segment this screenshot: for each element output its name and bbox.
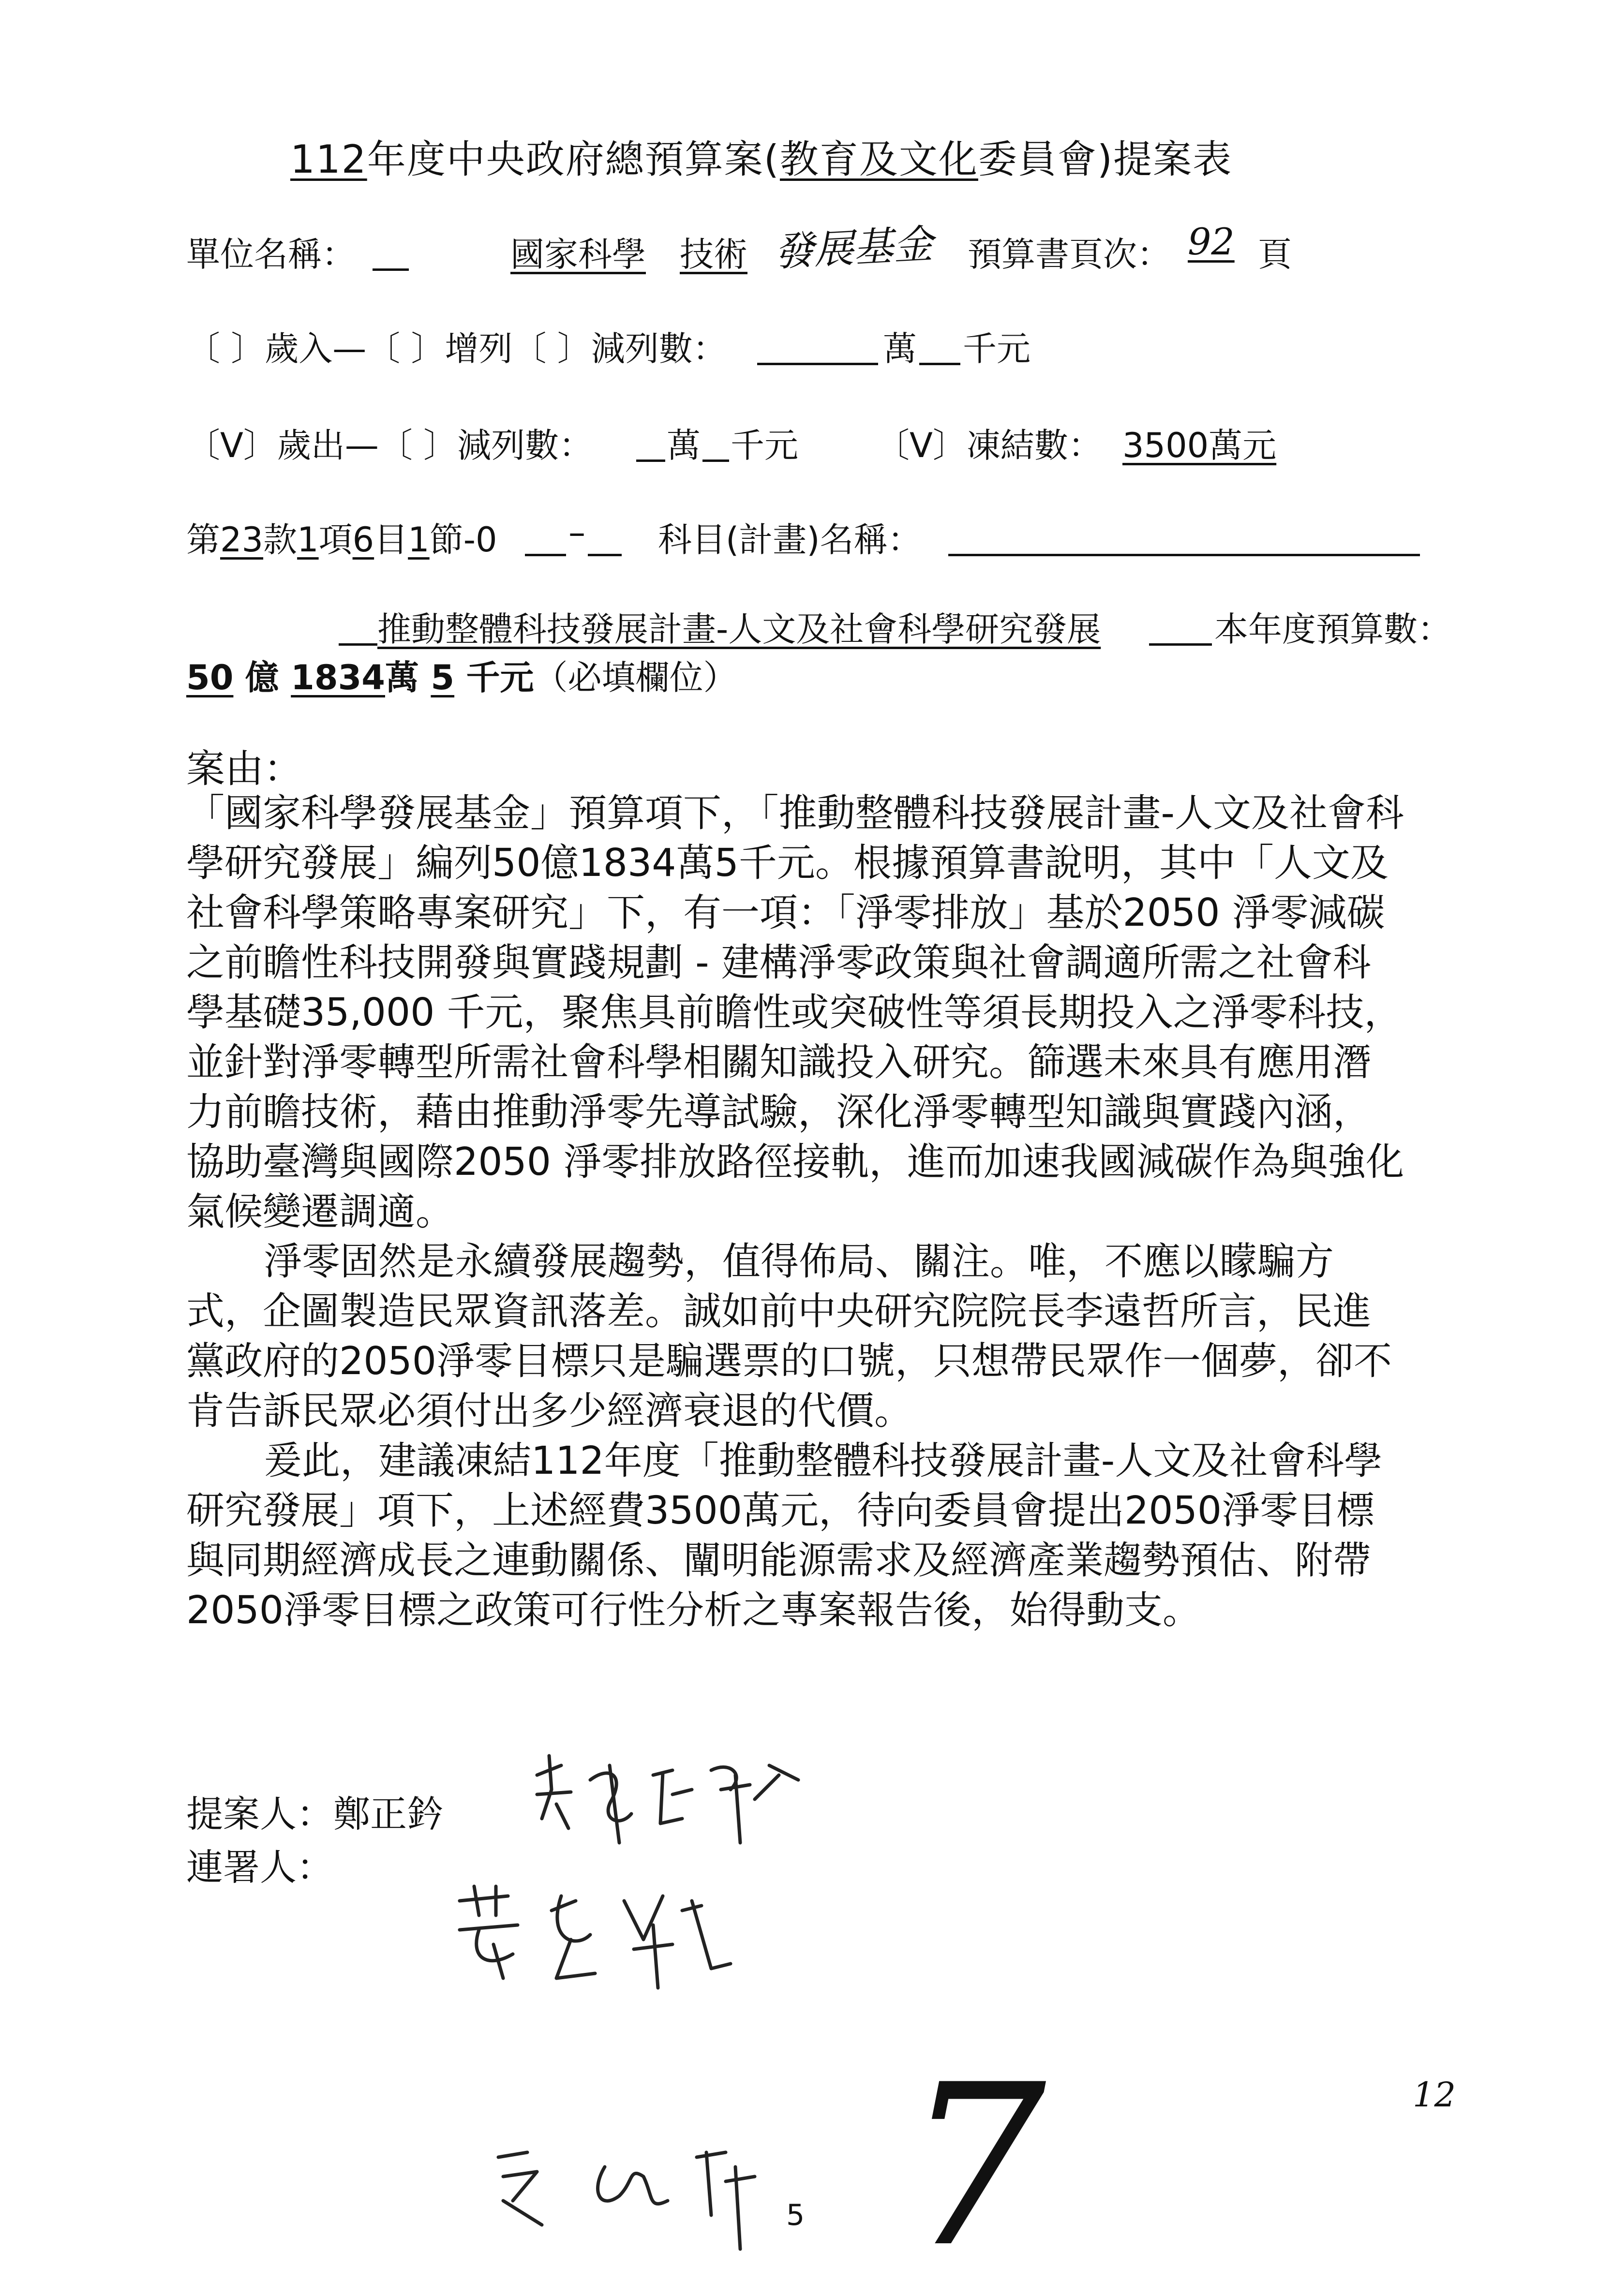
item-xiang: 1: [297, 520, 319, 560]
revenue-label: 歲入—: [265, 329, 367, 369]
plan-lead-line: [339, 643, 377, 646]
revenue-decrease-checkbox: 〔 〕: [512, 329, 591, 369]
reason-paragraph-3: 爰此，建議凍結112年度「推動整體科技發展計畫-人文及社會科學研究發展」項下，上述經費3500萬元，待向委員會提出2050淨零目標與同期經濟成長之連動關係、闡明能源需求及經濟產業趨勢預估、附帶2050淨零目標之政策可行性分析之專案報告後，始得動支。: [186, 1438, 1383, 1632]
freeze-checkbox: 〔V〕: [876, 426, 967, 465]
proposer-signature: [527, 1746, 837, 1857]
unit-name-part2: 技術: [680, 235, 747, 274]
reason-paragraph-2: 淨零固然是永續發展趨勢，值得佈局、關注。唯，不應以矇騙方式，企圖製造民眾資訊落差。誠如前中央研究院院長李遠哲所言，民進黨政府的2050淨零目標只是騙選票的口號，只想帶民眾作一個夢，卻不肯告訴民眾必須付出多少經濟衰退的代價。: [186, 1239, 1392, 1433]
item-kuan-label: 款: [263, 520, 298, 560]
freeze-label: 凍結數：: [966, 426, 1102, 465]
subject-label: 科目(計畫)名稱：: [658, 520, 922, 560]
title-year: 112: [290, 137, 367, 182]
revenue-increase-checkbox: 〔 〕: [366, 329, 445, 369]
proposer-row: [186, 1785, 444, 1837]
plan-name: 推動整體科技發展計畫-人文及社會科學研究發展: [377, 609, 1101, 649]
page-ref-suffix: 頁: [1258, 235, 1292, 274]
unit-label: 單位名稱：: [186, 235, 356, 274]
revenue-wan-blank: [757, 363, 878, 365]
reason-heading: 案由：: [186, 746, 302, 791]
item-mu: 6: [352, 520, 374, 560]
item-di: 第: [186, 520, 220, 560]
plan-budget-amount: [186, 651, 737, 699]
expenditure-checkbox: 〔V〕: [186, 426, 277, 465]
page-ref-value: 92: [1188, 220, 1235, 263]
page-number: 5: [786, 2198, 805, 2232]
plan-trail-line: [1149, 643, 1212, 646]
title-paren: (: [763, 137, 780, 182]
expenditure-wan: 萬: [667, 426, 701, 465]
cosigner-signature-2: [484, 2138, 813, 2254]
title-post: 委員會)提案表: [978, 137, 1233, 182]
revenue-wan: 萬: [883, 329, 917, 369]
item-blank-2: [588, 554, 622, 556]
margin-number: 12: [1413, 2075, 1456, 2115]
plan-budget-qian: 5: [431, 658, 455, 697]
revenue-increase: 增列: [445, 329, 513, 369]
reason-paragraph-1: 「國家科學發展基金」預算項下，「推動整體科技發展計畫-人文及社會科學研究發展」編列50億1834萬5千元。根據預算書說明，其中「人文及社會科學策略專案研究」下，有一項：「淨零排放」基於2050 淨零減碳之前瞻性科技開發與實踐規劃 - 建構淨零政策與社會調適所需之社會科學基礎35,000 千元，聚焦具前瞻性或突破性等須長期投入之淨零科技，並針對淨零轉型所需社會科學相關知識投入研究。篩選未來具有應用潛力前瞻技術，藉由推動淨零先導試驗，深化淨零轉型知識與實踐內涵，協助臺灣與國際2050 淨零排放路徑接軌，進而加速我國減碳作為與強化氣候變遷調適。: [186, 791, 1404, 1234]
revenue-checkbox: 〔 〕: [186, 329, 265, 369]
plan-budget-wan-label: 萬: [385, 658, 419, 697]
plan-budget-qian-label: 千元: [466, 658, 534, 697]
unit-name-handwritten: 發展基金: [773, 221, 934, 276]
proposer-name: 鄭正鈐: [333, 1792, 444, 1836]
plan-budget-label: 本年度預算數：: [1214, 609, 1451, 649]
plan-budget-note: （必填欄位）: [534, 658, 737, 697]
expenditure-label: 歲出—: [277, 426, 379, 465]
item-jie: 1: [408, 520, 430, 560]
reason-body: [186, 788, 1405, 1635]
plan-budget-wan: 1834: [291, 658, 385, 697]
expenditure-wan-blank: [636, 459, 665, 462]
item-jie-label: 節-0: [429, 520, 497, 560]
plan-budget-yi: 50: [186, 658, 234, 697]
proposer-label: 提案人：: [186, 1792, 333, 1836]
item-row: [186, 513, 497, 562]
freeze-value: 3500萬元: [1122, 426, 1277, 465]
expenditure-qian: 千元: [731, 426, 798, 465]
item-mu-label: 目: [374, 520, 408, 560]
freeze-row: [876, 418, 1102, 467]
revenue-row: [186, 322, 727, 370]
item-dash: –: [568, 513, 585, 552]
expenditure-cut: 減列數：: [457, 426, 593, 465]
unit-blank-line: [373, 268, 409, 271]
plan-budget-yi-label: 億: [245, 658, 279, 697]
revenue-decrease: 減列數：: [591, 329, 727, 369]
subject-blank-line: [948, 554, 1420, 556]
unit-name-part1: 國家科學: [510, 235, 646, 274]
expenditure-cut-checkbox: 〔 〕: [378, 426, 458, 465]
item-blank-1: [525, 554, 566, 556]
expenditure-row: [186, 418, 593, 467]
page-title: [290, 128, 1232, 184]
cosigner-signature-1: [450, 1881, 750, 1998]
revenue-qian: 千元: [963, 329, 1030, 369]
title-pre: 年度中央政府總預算案: [367, 137, 764, 182]
cosigner-label: 連署人：: [186, 1846, 333, 1889]
title-committee: 教育及文化: [779, 137, 978, 182]
page-ref-label: 預算書頁次：: [968, 235, 1171, 274]
handwritten-number-stamp: 7: [905, 2037, 1046, 2296]
item-kuan: 23: [220, 520, 264, 560]
expenditure-qian-blank: [702, 459, 729, 462]
revenue-qian-blank: [919, 363, 960, 365]
item-xiang-label: 項: [318, 520, 353, 560]
